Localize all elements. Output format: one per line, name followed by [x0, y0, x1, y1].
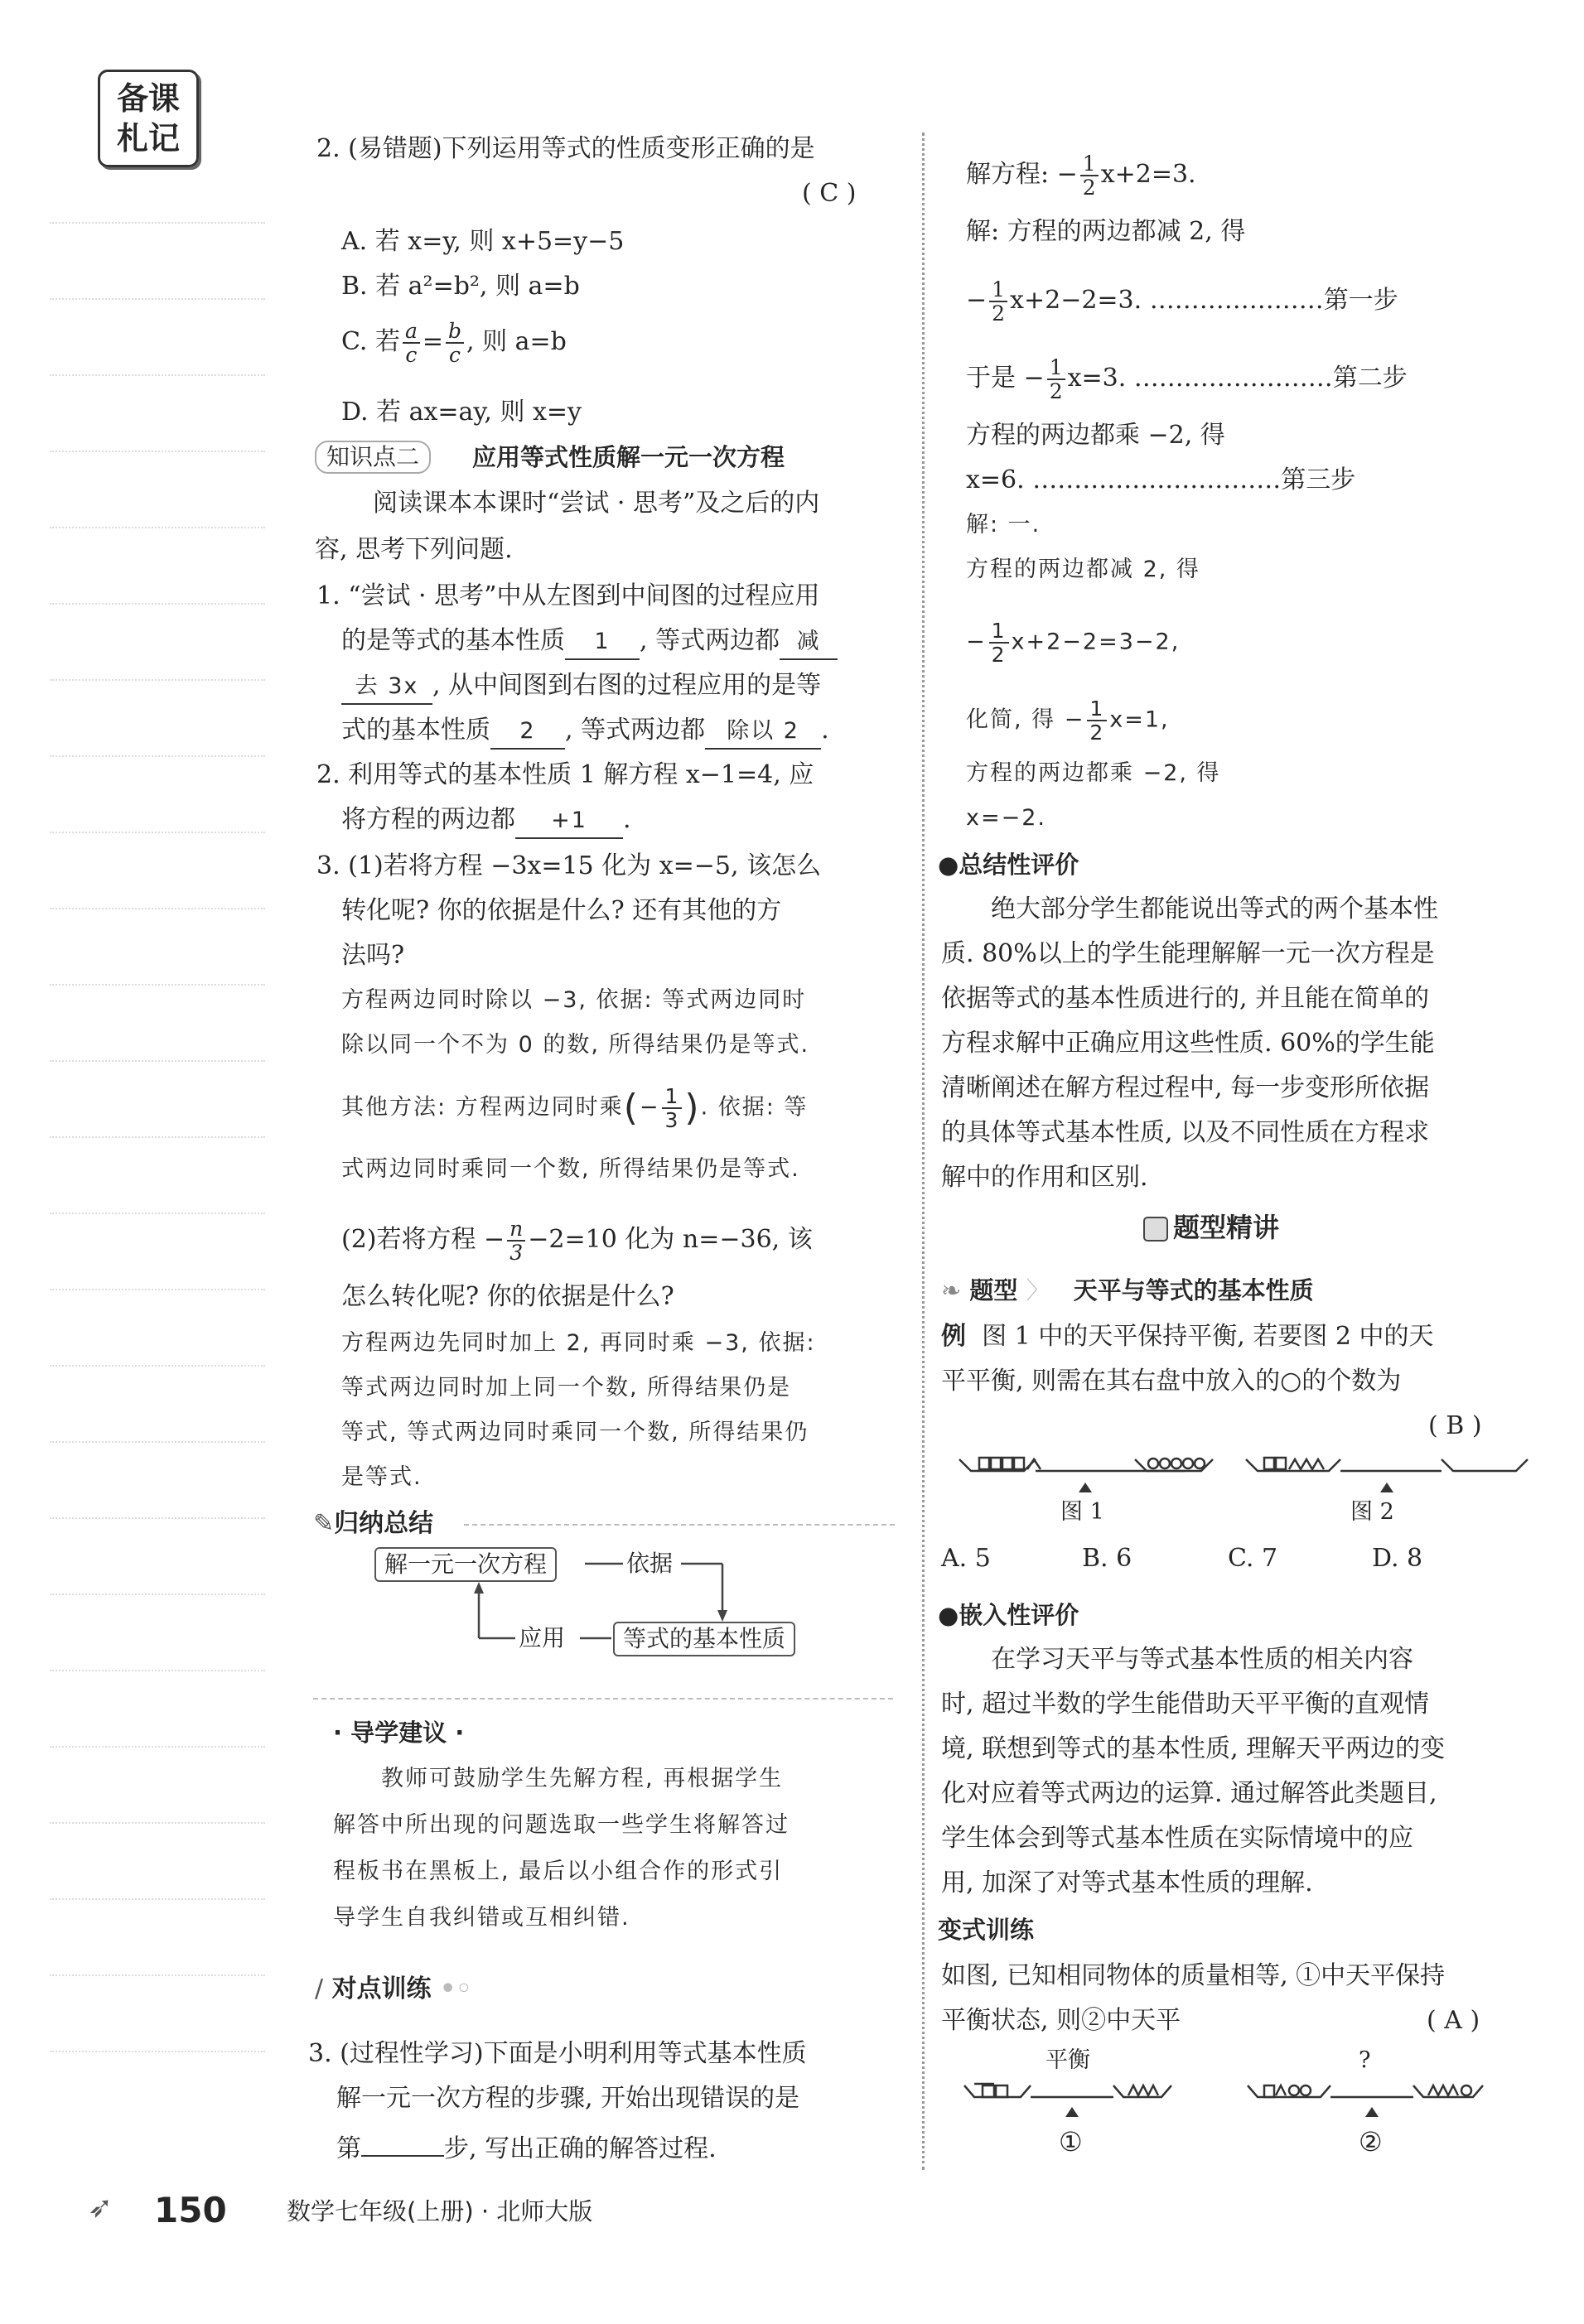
- fraction-half: $\frac{1}{2}$: [989, 620, 1009, 666]
- q1-line-1: 1. “尝试 · 思考”中从左图到中间图的过程应用: [316, 581, 820, 610]
- fraction-half: $\frac{1}{2}$: [1047, 356, 1065, 403]
- eval1-line-3: 依据等式的基本性质进行的, 并且能在简单的: [941, 984, 1430, 1013]
- fraction-n-over-3: $\frac{n}{3}$: [507, 1217, 525, 1264]
- variant-line-1: 如图, 已知相同物体的质量相等, ①中天平保持: [941, 1961, 1446, 1990]
- q2-option-d: D. 若 ax=ay, 则 x=y: [341, 398, 582, 427]
- fraction-half: $\frac{1}{2}$: [989, 278, 1007, 325]
- q2-option-c-post: , 则 a=b: [466, 327, 567, 356]
- read-line-2: 容, 思考下列问题.: [315, 535, 513, 564]
- q3-line-1: 3. (1)若将方程 −3x=15 化为 x=−5, 该怎么: [316, 851, 822, 880]
- variant-title: 变式训练: [938, 1916, 1035, 1944]
- eq-text: x+2−2=3. …………………第一步: [1010, 286, 1398, 315]
- eval2-line-4: 化对应着等式两边的运算. 通过解答此类题目,: [941, 1779, 1437, 1808]
- blank-subtract: 减: [780, 625, 838, 660]
- eq-answer-2: 方程的两边都减 2, 得: [966, 557, 1200, 582]
- q3-part2-text: (2)若将方程 −: [341, 1225, 505, 1254]
- fraction-a-over-c: $\frac{a}{c}$: [403, 320, 420, 366]
- q1-text: 式的基本性质: [341, 716, 490, 745]
- footer-book-title: 数学七年级(上册) · 北师大版: [287, 2197, 593, 2225]
- q3-answer-3: 其他方法: 方程两边同时乘(− $\frac{1}{3}$ ). 依据: 等: [341, 1084, 809, 1132]
- fraction-half: $\frac{1}{2}$: [1087, 697, 1107, 744]
- guide-line-1: 教师可鼓励学生先解方程, 再根据学生: [381, 1766, 784, 1791]
- q1-text: , 从中间图到右图的过程应用的是等: [432, 671, 822, 700]
- eq-text: −: [966, 286, 988, 315]
- eval2-line-2: 时, 超过半数的学生能借助天平平衡的直观情: [941, 1690, 1430, 1719]
- type-label: 题型: [969, 1276, 1018, 1304]
- variant-number-1: ①: [1059, 2126, 1083, 2158]
- eval1-line-5: 清晰阐述在解方程过程中, 每一步变形所依据: [941, 1073, 1430, 1102]
- eval1-line-2: 质. 80%以上的学生能理解解一元一次方程是: [941, 939, 1435, 968]
- eval1-line-6: 的具体等式基本性质, 以及不同性质在方程求: [941, 1118, 1430, 1147]
- eval1-title: ●总结性评价: [938, 851, 1079, 879]
- q3-answer-8: 是等式.: [341, 1464, 423, 1490]
- variant-number-2: ②: [1359, 2126, 1383, 2158]
- variant-answer: ( A ): [1427, 2006, 1480, 2035]
- q3-part2-line-2: 怎么转化呢? 你的依据是什么?: [341, 1282, 674, 1311]
- eval1-line-4: 方程求解中正确应用这些性质. 60%的学生能: [941, 1029, 1435, 1058]
- summary-box-properties: 等式的基本性质: [613, 1622, 795, 1656]
- example-option-b: B. 6: [1082, 1544, 1132, 1573]
- eval2-line-5: 学生体会到等式基本性质在实际情境中的应: [941, 1824, 1413, 1853]
- blank-3x: 去 3x: [341, 670, 432, 705]
- practice-line-2: 解一元一次方程的步骤, 开始出现错误的是: [336, 2084, 800, 2113]
- practice-text: 步, 写出正确的解答过程.: [444, 2134, 717, 2163]
- q2b-text: .: [623, 805, 631, 834]
- corner-badge-text: 备课札记: [116, 80, 180, 157]
- example-line-2: 平平衡, 则需在其右盘中放入的○的个数为: [941, 1367, 1402, 1396]
- q3-answer-text: 其他方法: 方程两边同时乘: [341, 1094, 624, 1121]
- q3-answer-4: 式两边同时乘同一个数, 所得结果仍是等式.: [341, 1156, 800, 1182]
- eq-answer-5: 方程的两边都乘 −2, 得: [966, 760, 1221, 786]
- example-label: 例: [941, 1322, 966, 1351]
- blank-divide-2: 除以 2: [705, 715, 821, 750]
- q3-answer-2: 除以同一个不为 0 的数, 所得结果仍是等式.: [341, 1032, 810, 1058]
- blank-plus-1: +1: [515, 804, 623, 839]
- summary-box-solve: 解一元一次方程: [374, 1547, 557, 1582]
- summary-title-text: 归纳总结: [334, 1509, 434, 1538]
- eval2-title: ●嵌入性评价: [938, 1601, 1079, 1629]
- example-option-d: D. 8: [1372, 1544, 1423, 1573]
- eq-step-3: x=6. …………………………第三步: [966, 465, 1356, 494]
- eq-answer-text: x=1,: [1109, 706, 1170, 733]
- eval2-line-1: 在学习天平与等式基本性质的相关内容: [991, 1645, 1413, 1674]
- figure-1-caption: 图 1: [1060, 1499, 1104, 1525]
- blank-property-2: 2: [490, 715, 565, 750]
- q2-option-c: C. 若 $\frac{a}{c}$ = $\frac{b}{c}$ , 则 a=b: [341, 319, 567, 367]
- guide-line-3: 程板书在黑板上, 最后以小组合作的形式引: [333, 1859, 784, 1884]
- q1-text: 的是等式的基本性质: [341, 626, 565, 655]
- q3-answer-5: 方程两边先同时加上 2, 再同时乘 −3, 依据:: [341, 1330, 816, 1356]
- variant-caption-1: 平衡: [1046, 2047, 1090, 2073]
- q2-option-c-pre: C. 若: [341, 327, 400, 356]
- fraction-one-third: $\frac{1}{3}$: [662, 1085, 682, 1131]
- q3-answer-text: . 依据: 等: [700, 1094, 809, 1121]
- eq-text: x+2=3.: [1100, 160, 1196, 189]
- example-answer: ( B ): [1428, 1411, 1482, 1440]
- practice-text: 第: [336, 2134, 361, 2163]
- knowledge-point-tag: 知识点二: [315, 441, 431, 474]
- q3-answer-7: 等式, 等式两边同时乘同一个数, 所得结果仍: [341, 1420, 809, 1445]
- example-option-a: A. 5: [941, 1544, 991, 1573]
- type-heading: ❧ 题型 〉 天平与等式的基本性质: [941, 1276, 1314, 1304]
- q1-text: , 等式两边都: [640, 626, 780, 655]
- eq-text: x=3. ……………………第二步: [1067, 364, 1408, 393]
- section-title-text: 题型精讲: [1173, 1212, 1280, 1243]
- q2-answer: ( C ): [802, 179, 857, 208]
- q3-part2-text: −2=10 化为 n=−36, 该: [528, 1225, 813, 1254]
- example-text: 图 1 中的天平保持平衡, 若要图 2 中的天: [982, 1322, 1434, 1351]
- q2-option-a: A. 若 x=y, 则 x+5=y−5: [341, 227, 625, 256]
- practice-title: ∕ 对点训练 •◦: [315, 1974, 472, 2003]
- example-option-c: C. 7: [1228, 1544, 1278, 1573]
- eq-text: 于是 −: [966, 364, 1045, 393]
- eq-answer-text: x+2−2=3−2,: [1011, 629, 1181, 655]
- variant-line-2: 平衡状态, 则②中天平: [941, 2006, 1181, 2035]
- eq-answer-6: x=−2.: [966, 805, 1046, 831]
- q2-option-b: B. 若 a²=b², 则 a=b: [341, 272, 580, 301]
- summary-relation-apply: 应用: [519, 1624, 566, 1651]
- guide-line-2: 解答中所出现的问题选取一些学生将解答过: [333, 1812, 790, 1838]
- variant-caption-2: ?: [1359, 2047, 1371, 2073]
- q1-text: .: [821, 716, 829, 745]
- q3-answer-6: 等式两边同时加上同一个数, 所得结果仍是: [341, 1375, 792, 1401]
- q2b-text: 将方程的两边都: [341, 805, 515, 834]
- eval1-line-1: 绝大部分学生都能说出等式的两个基本性: [991, 894, 1438, 923]
- q3-line-2: 转化呢? 你的依据是什么? 还有其他的方: [341, 896, 782, 925]
- eq-text: 解方程: −: [966, 160, 1078, 189]
- eval1-line-7: 解中的作用和区别.: [941, 1163, 1148, 1192]
- q1-text: , 等式两边都: [565, 716, 706, 745]
- practice-line-1: 3. (过程性学习)下面是小明利用等式基本性质: [308, 2039, 807, 2068]
- type-title: 天平与等式的基本性质: [1073, 1276, 1314, 1304]
- leaf-icon: ❧: [941, 1276, 962, 1304]
- eq-answer-text: −: [966, 629, 987, 655]
- slash-icon: ∕: [315, 1974, 324, 2003]
- summary-relation-basis: 依据: [626, 1550, 674, 1577]
- q3-answer-1: 方程两边同时除以 −3, 依据: 等式两边同时: [341, 987, 807, 1013]
- eval2-line-3: 境, 联想到等式的基本性质, 理解天平两边的变: [941, 1734, 1446, 1763]
- practice-title-text: 对点训练: [331, 1974, 432, 2003]
- blank-property-1: 1: [565, 625, 640, 660]
- eval2-line-6: 用, 加深了对等式基本性质的理解.: [941, 1868, 1313, 1897]
- fraction-half: $\frac{1}{2}$: [1080, 152, 1099, 199]
- guide-line-4: 导学生自我纠错或互相纠错.: [333, 1905, 630, 1931]
- eq-line-5: 方程的两边都乘 −2, 得: [966, 421, 1225, 450]
- eq-line-2: 解: 方程的两边都减 2, 得: [966, 217, 1246, 246]
- footer-arrow-icon: ➶: [88, 2191, 113, 2225]
- knowledge-point-title: 应用等式性质解一元一次方程: [472, 443, 785, 471]
- pencil-icon: ✎: [313, 1509, 335, 1538]
- q2b-line-1: 2. 利用等式的基本性质 1 解方程 x−1=4, 应: [316, 760, 814, 789]
- fraction-b-over-c: $\frac{b}{c}$: [446, 320, 464, 366]
- figure-2-caption: 图 2: [1350, 1499, 1394, 1525]
- guide-title: · 导学建议 ·: [333, 1719, 465, 1747]
- q3-line-3: 法吗?: [341, 941, 405, 970]
- eq-answer-1: 解: 一.: [966, 512, 1041, 538]
- read-line-1: 阅读课本本课时“尝试 · 思考”及之后的内: [373, 489, 820, 518]
- eq-answer-text: 化简, 得 −: [966, 706, 1085, 733]
- q2-stem: 2. (易错题)下列运用等式的性质变形正确的是: [316, 134, 815, 163]
- page-number: 150: [154, 2190, 227, 2230]
